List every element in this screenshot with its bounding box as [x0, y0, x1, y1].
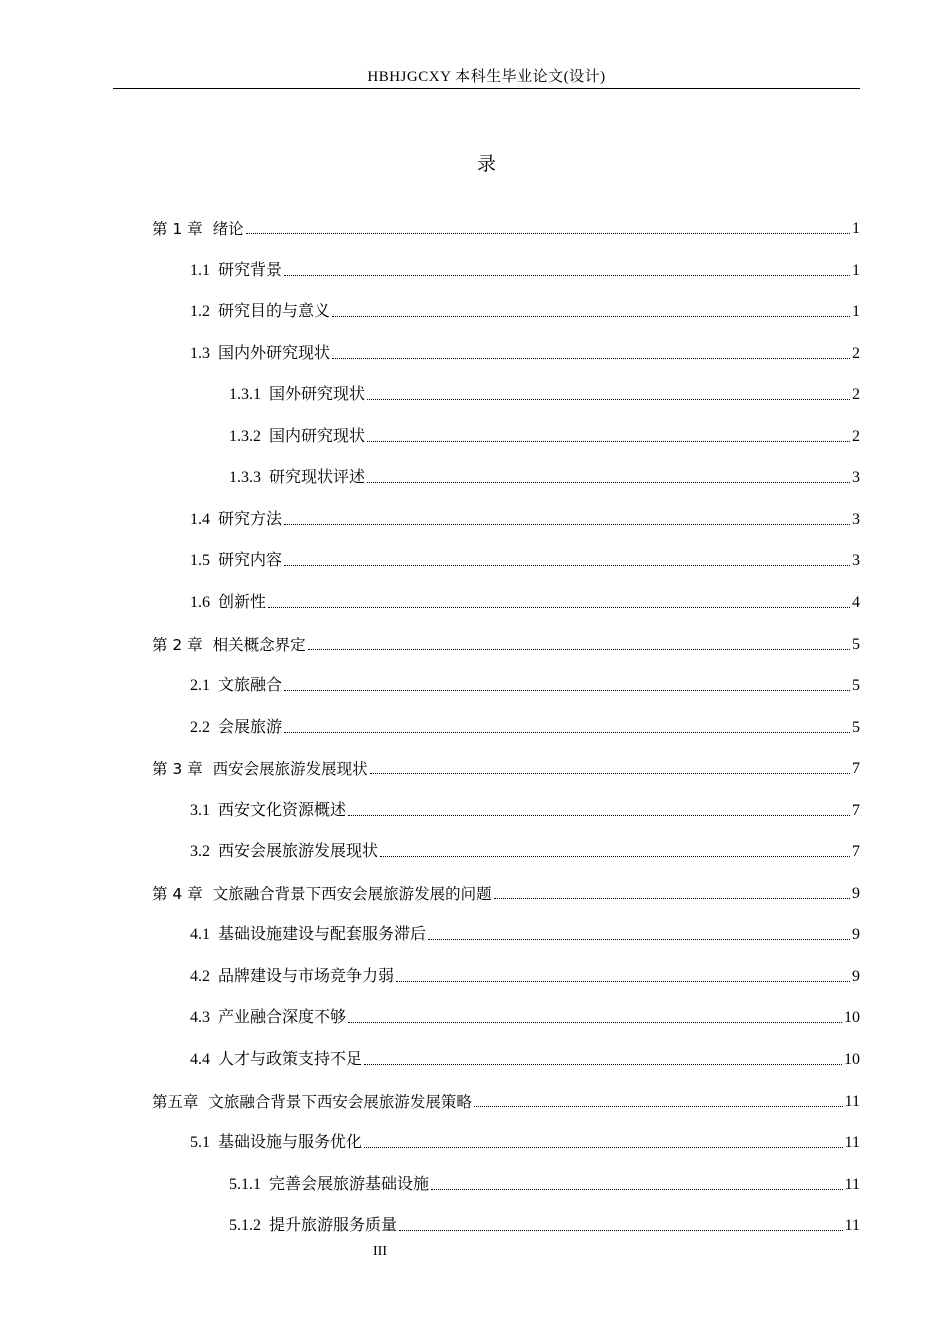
toc-entry-label: 西安会展旅游发展现状 [218, 843, 379, 860]
toc-title: 录 [476, 153, 496, 175]
toc-entry-label: 基础设施建设与配套服务滞后 [218, 926, 427, 943]
toc-entry-page: 1 [852, 220, 860, 237]
toc-entry[interactable] [190, 798, 860, 822]
toc-dot-leader [494, 898, 850, 899]
toc-entry-page: 9 [852, 885, 860, 902]
toc-entry-page: 7 [852, 843, 860, 860]
toc-dot-leader [364, 1064, 842, 1065]
toc-entry-page: 3 [852, 469, 860, 486]
toc-entry-label: 绪论 [212, 220, 244, 238]
toc-entry-number: 1.3.1 [229, 386, 261, 403]
toc-entry-number: 4.3 [190, 1009, 210, 1026]
toc-entry-page: 1 [852, 262, 860, 279]
toc-entry-label: 国内外研究现状 [218, 345, 331, 362]
toc-entry[interactable] [190, 1005, 860, 1029]
toc-entry-number: 第 1 章 [152, 220, 203, 238]
toc-entry[interactable] [190, 590, 860, 614]
page-number-footer: III [373, 1244, 387, 1259]
toc-dot-leader [348, 815, 850, 816]
toc-dot-leader [428, 939, 850, 940]
toc-entry[interactable] [190, 258, 860, 282]
toc-entry-page: 1 [852, 303, 860, 320]
toc-dot-leader [364, 1147, 843, 1148]
toc-entry-number: 2.2 [190, 719, 210, 736]
toc-entry-number: 1.1 [190, 262, 210, 279]
toc-dot-leader [284, 732, 850, 733]
toc-entry[interactable] [190, 341, 860, 365]
toc-entry-label: 会展旅游 [218, 719, 283, 736]
toc-dot-leader [348, 1022, 842, 1023]
toc-entry-number: 1.5 [190, 552, 210, 569]
toc-entry[interactable] [190, 839, 860, 863]
toc-entry-page: 11 [844, 1217, 860, 1234]
toc-entry-page: 5 [852, 719, 860, 736]
toc-entry[interactable] [190, 1130, 860, 1154]
toc-entry-number: 1.3 [190, 345, 210, 362]
toc-entry-label: 文旅融合背景下西安会展旅游发展的问题 [212, 885, 492, 903]
toc-dot-leader [308, 649, 850, 650]
toc-dot-leader [367, 399, 850, 400]
toc-entry-label: 产业融合深度不够 [218, 1009, 347, 1026]
toc-entry-number: 1.2 [190, 303, 210, 320]
toc-dot-leader [474, 1106, 843, 1107]
toc-dot-leader [396, 981, 850, 982]
toc-entry-label: 文旅融合背景下西安会展旅游发展策略 [208, 1093, 472, 1111]
toc-entry-label: 国内研究现状 [269, 428, 366, 445]
toc-entry-page: 11 [844, 1134, 860, 1151]
toc-entry-number: 4.4 [190, 1051, 210, 1068]
toc-entry[interactable] [152, 881, 860, 905]
toc-entry[interactable] [152, 216, 860, 240]
toc-entry[interactable] [152, 1089, 860, 1113]
toc-entry-page: 11 [844, 1176, 860, 1193]
toc-entry[interactable] [190, 1047, 860, 1071]
toc-entry-label: 研究现状评述 [269, 469, 366, 486]
toc-entry-page: 10 [844, 1051, 860, 1068]
toc-entry-page: 11 [844, 1093, 860, 1110]
toc-entry-label: 研究背景 [218, 262, 283, 279]
toc-entry-label: 品牌建设与市场竞争力弱 [218, 968, 395, 985]
toc-entry-label: 研究目的与意义 [218, 303, 331, 320]
toc-entry[interactable] [190, 548, 860, 572]
toc-dot-leader [332, 358, 850, 359]
toc-entry-number: 3.2 [190, 843, 210, 860]
toc-dot-leader [246, 233, 850, 234]
toc-dot-leader [284, 275, 850, 276]
toc-entry-label: 研究内容 [218, 552, 283, 569]
toc-entry-number: 1.4 [190, 511, 210, 528]
toc-entry-page: 7 [852, 802, 860, 819]
toc-entry-number: 5.1.2 [229, 1217, 261, 1234]
toc-entry-number: 第五章 [152, 1093, 199, 1111]
toc-dot-leader [284, 565, 850, 566]
toc-dot-leader [367, 441, 850, 442]
toc-entry[interactable] [152, 756, 860, 780]
toc-dot-leader [367, 482, 850, 483]
toc-entry-label: 西安文化资源概述 [218, 802, 347, 819]
toc-entry-label: 西安会展旅游发展现状 [212, 760, 368, 778]
toc-entry-number: 第 4 章 [152, 885, 203, 903]
toc-dot-leader [284, 524, 850, 525]
toc-entry-label: 完善会展旅游基础设施 [269, 1176, 430, 1193]
toc-entry[interactable] [229, 424, 860, 448]
toc-entry[interactable] [229, 1213, 860, 1237]
toc-entry-page: 4 [852, 594, 860, 611]
toc-entry-label: 基础设施与服务优化 [218, 1134, 363, 1151]
toc-dot-leader [284, 690, 850, 691]
toc-entry-page: 3 [852, 552, 860, 569]
toc-entry-page: 5 [852, 677, 860, 694]
toc-entry[interactable] [152, 632, 860, 656]
toc-entry[interactable] [229, 465, 860, 489]
toc-entry-label: 相关概念界定 [212, 636, 306, 654]
toc-entry-label: 研究方法 [218, 511, 283, 528]
toc-entry-number: 第 2 章 [152, 636, 203, 654]
toc-entry[interactable] [190, 922, 860, 946]
toc-entry-number: 2.1 [190, 677, 210, 694]
toc-dot-leader [380, 856, 850, 857]
page-header: HBHJGCXY 本科生毕业论文(设计) [367, 69, 606, 85]
toc-entry-label: 提升旅游服务质量 [269, 1217, 398, 1234]
toc-entry[interactable] [190, 299, 860, 323]
toc-dot-leader [399, 1230, 843, 1231]
toc-entry-number: 1.3.3 [229, 469, 261, 486]
toc-entry-number: 第 3 章 [152, 760, 203, 778]
toc-entry[interactable] [190, 673, 860, 697]
toc-entry-number: 5.1.1 [229, 1176, 261, 1193]
toc-entry-number: 4.2 [190, 968, 210, 985]
toc-dot-leader [332, 316, 850, 317]
toc-entry-page: 9 [852, 926, 860, 943]
toc-entry[interactable] [190, 715, 860, 739]
toc-entry-page: 10 [844, 1009, 860, 1026]
toc-dot-leader [370, 773, 850, 774]
toc-dot-leader [268, 607, 850, 608]
toc-entry-label: 国外研究现状 [269, 386, 366, 403]
toc-entry-number: 1.6 [190, 594, 210, 611]
toc-entry-number: 1.3.2 [229, 428, 261, 445]
toc-entry-label: 创新性 [218, 594, 267, 611]
toc-entry-page: 2 [852, 386, 860, 403]
toc-entry[interactable] [190, 507, 860, 531]
toc-entry-page: 7 [852, 760, 860, 777]
toc-entry[interactable] [229, 1172, 860, 1196]
toc-entry-number: 4.1 [190, 926, 210, 943]
toc-entry-page: 3 [852, 511, 860, 528]
toc-entry-label: 人才与政策支持不足 [218, 1051, 363, 1068]
toc-entry[interactable] [190, 964, 860, 988]
toc-entry-page: 2 [852, 428, 860, 445]
toc-dot-leader [431, 1189, 843, 1190]
toc-entry[interactable] [229, 382, 860, 406]
toc-entry-number: 5.1 [190, 1134, 210, 1151]
toc-entry-page: 5 [852, 636, 860, 653]
toc-entry-number: 3.1 [190, 802, 210, 819]
toc-entry-label: 文旅融合 [218, 677, 283, 694]
toc-entry-page: 2 [852, 345, 860, 362]
toc-entry-page: 9 [852, 968, 860, 985]
